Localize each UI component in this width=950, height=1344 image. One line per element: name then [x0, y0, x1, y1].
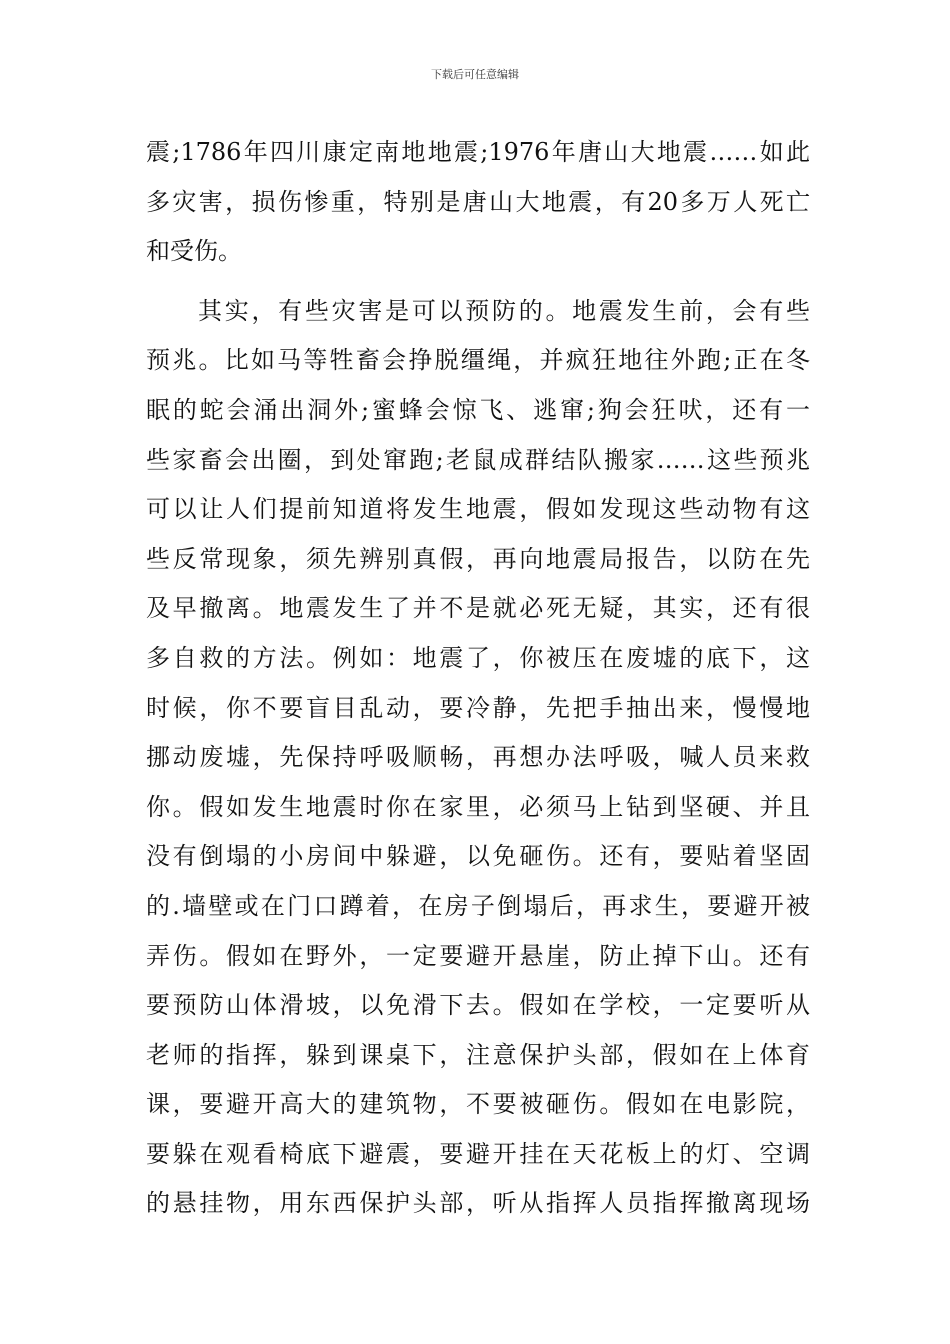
- text-line: 及早撤离。地震发生了并不是就必死无疑，其实，还有很: [146, 594, 810, 623]
- text-line: 可以让人们提前知道将发生地震，假如发现这些动物有这: [146, 495, 810, 524]
- text-line: 课，要避开高大的建筑物，不要被砸伤。假如在电影院，: [146, 1090, 810, 1119]
- text-line: 弄伤。假如在野外，一定要避开悬崖，防止掉下山。还有: [146, 941, 810, 970]
- text-line: 眠的蛇会涌出洞外;蜜蜂会惊飞、逃窜;狗会狂吠，还有一: [146, 395, 810, 424]
- text-line: 多灾害，损伤惨重，特别是唐山大地震，有20多万人死亡: [146, 187, 810, 216]
- text-line: 你。假如发生地震时你在家里，必须马上钻到坚硬、并且: [146, 792, 810, 821]
- text-line: 和受伤。: [146, 237, 242, 266]
- text-line: 预兆。比如马等牲畜会挣脱缰绳，并疯狂地往外跑;正在冬: [146, 346, 810, 375]
- text-line: 多自救的方法。例如：地震了，你被压在废墟的底下，这: [146, 643, 810, 672]
- text-line: 要预防山体滑坡，以免滑下去。假如在学校，一定要听从: [146, 991, 810, 1020]
- text-line: 其实，有些灾害是可以预防的。地震发生前，会有些: [198, 296, 810, 325]
- body-text: [146, 128, 810, 1229]
- text-line: 没有倒塌的小房间中躲避，以免砸伤。还有，要贴着坚固: [146, 842, 810, 871]
- text-line: 的.墙壁或在门口蹲着，在房子倒塌后，再求生，要避开被: [146, 891, 810, 920]
- text-line: 些家畜会出圈，到处窜跑;老鼠成群结队搬家……这些预兆: [146, 445, 810, 474]
- text-line: 的悬挂物，用东西保护头部，听从指挥人员指挥撤离现场: [146, 1189, 810, 1218]
- text-line: 震;1786年四川康定南地地震;1976年唐山大地震……如此: [146, 138, 810, 166]
- paragraph-1: [146, 128, 810, 277]
- text-line: 老师的指挥，躲到课桌下，注意保护头部，假如在上体育: [146, 1040, 810, 1069]
- text-line: 些反常现象，须先辨别真假，再向地震局报告，以防在先: [146, 544, 810, 573]
- text-line: 挪动废墟，先保持呼吸顺畅，再想办法呼吸，喊人员来救: [146, 743, 810, 772]
- text-line: 要躲在观看椅底下避震，要避开挂在天花板上的灯、空调: [146, 1139, 810, 1168]
- text-line: 时候，你不要盲目乱动，要冷静，先把手抽出来，慢慢地: [146, 693, 810, 722]
- page-header-note: 下载后可任意编辑: [431, 68, 519, 81]
- paragraph-2: [146, 287, 810, 1229]
